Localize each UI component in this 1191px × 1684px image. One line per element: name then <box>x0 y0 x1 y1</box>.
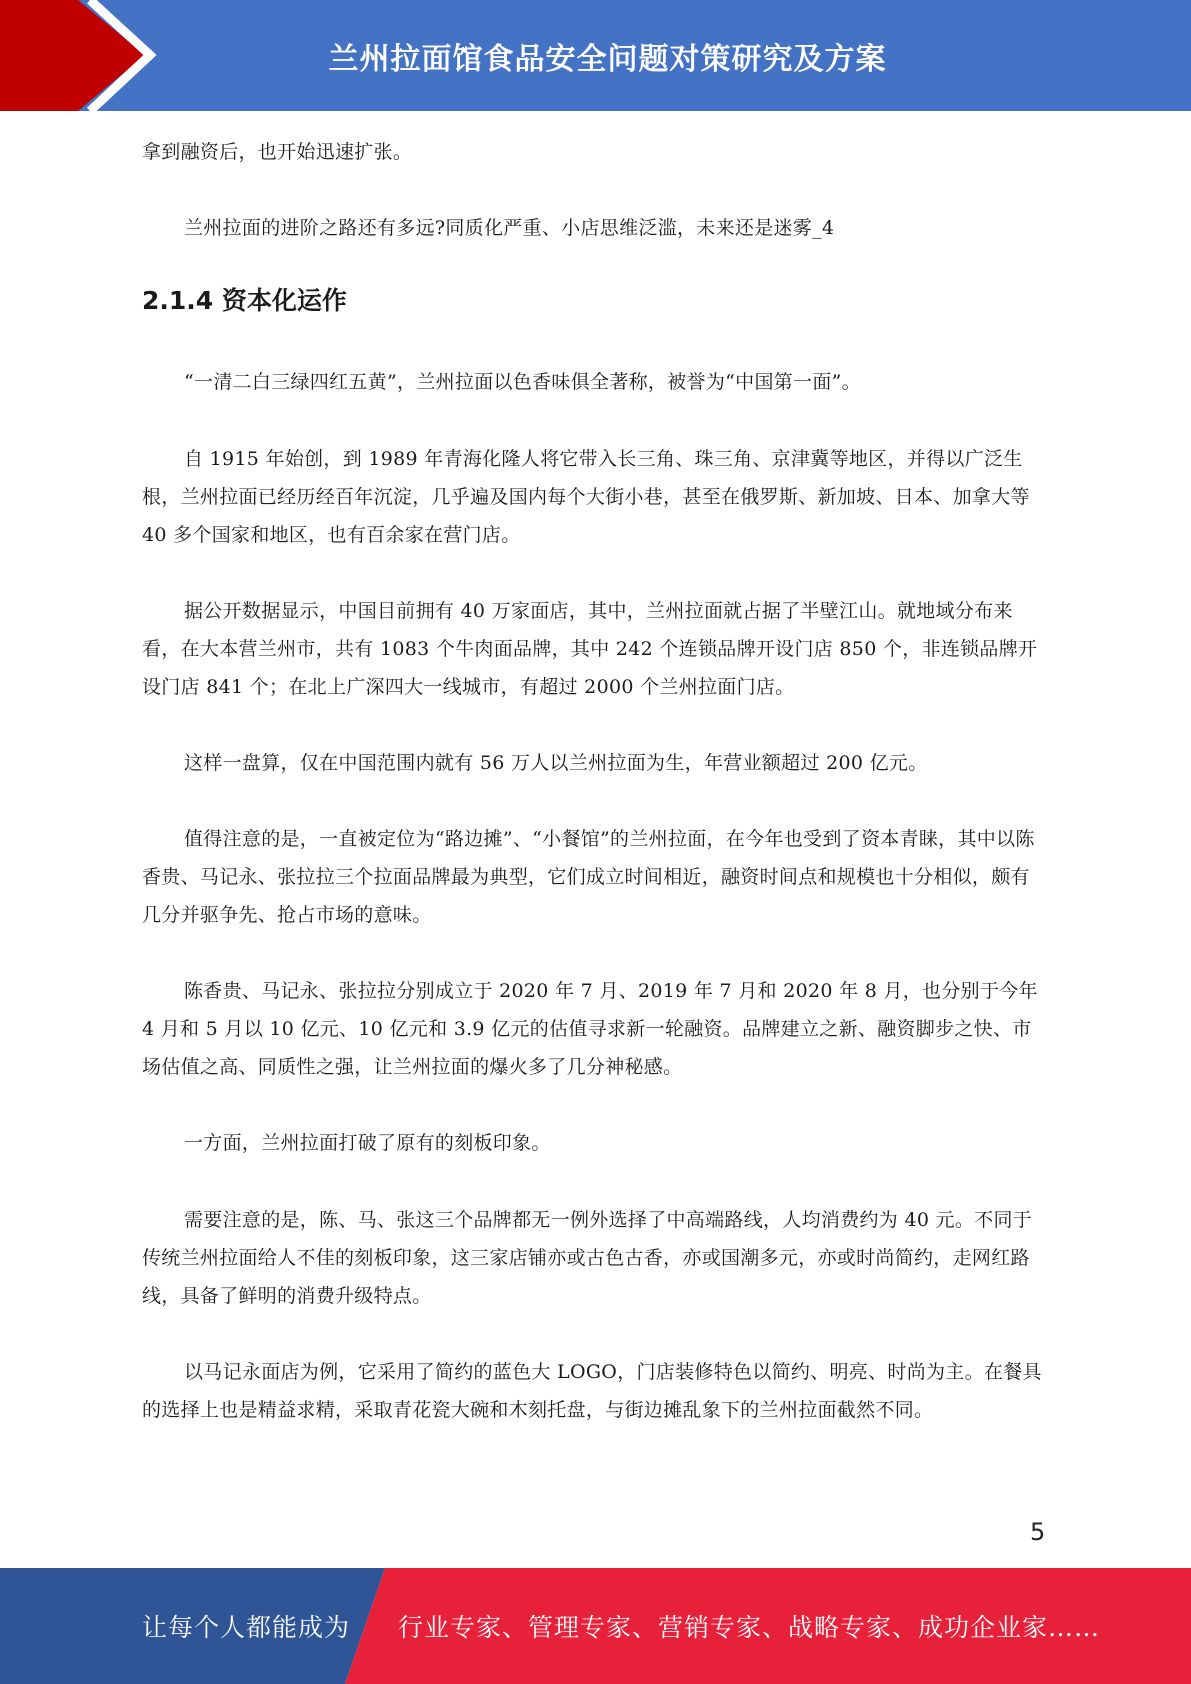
paragraph: 以马记永面店为例，它采用了简约的蓝色大 LOGO，门店装修特色以简约、明亮、时尚为主。在餐具的选择上也是精益求精，采取青花瓷大碗和木刻托盘，与街边摊乱象下的兰州拉面截然不同。 <box>142 1361 1042 1421</box>
paragraph: 兰州拉面的进阶之路还有多远?同质化严重、小店思维泛滥，未来还是迷雾_4 <box>184 217 835 239</box>
paragraph: 据公开数据显示，中国目前拥有 40 万家面店，其中，兰州拉面就占据了半壁江山。就地域分布来看，在大本营兰州市，共有 1083 个牛肉面品牌，其中 242 个连锁品牌开设门店 850 个，非连锁品牌开设门店 841 个；在北上广深四大一线城市，有超过 2000 个兰州拉面门店。 <box>142 600 1038 698</box>
paragraph: 自 1915 年始创，到 1989 年青海化隆人将它带入长三角、珠三角、京津冀等地区，并得以广泛生根，兰州拉面已经历经百年沉淀，几乎遍及国内每个大街小巷，甚至在俄罗斯、新加坡、日本、加拿大等 40 多个国家和地区，也有百余家在营门店。 <box>142 448 1030 546</box>
paragraph: 这样一盘算，仅在中国范围内就有 56 万人以兰州拉面为生，年营业额超过 200 亿元。 <box>184 752 928 774</box>
footer-banner <box>0 1568 1191 1684</box>
paragraph: 需要注意的是，陈、马、张这三个品牌都无一例外选择了中高端路线，人均消费约为 40 元。不同于传统兰州拉面给人不佳的刻板印象，这三家店铺亦或古色古香，亦或国潮多元，亦或时尚简约，走网红路线，具备了鲜明的消费升级特点。 <box>142 1209 1033 1307</box>
header-banner <box>0 0 1191 111</box>
document-title: 兰州拉面馆食品安全问题对策研究及方案 <box>328 41 887 77</box>
paragraph: 陈香贵、马记永、张拉拉分别成立于 2020 年 7 月、2019 年 7 月和 2020 年 8 月，也分别于今年 4 月和 5 月以 10 亿元、10 亿元和 3.9 亿元的估值寻求新一轮融资。品牌建立之新、融资脚步之快、市场估值之高、同质性之强，让兰州拉面的爆火多了几分神秘感。 <box>142 980 1038 1078</box>
page-number: 5 <box>1030 1518 1046 1546</box>
paragraph: “一清二白三绿四红五黄”，兰州拉面以色香味俱全著称，被誉为“中国第一面”。 <box>184 371 861 393</box>
footer-slogan-left: 让每个人都能成为 <box>142 1613 351 1642</box>
paragraph: 拿到融资后，也开始迅速扩张。 <box>142 141 413 163</box>
paragraph: 值得注意的是，一直被定位为“路边摊”、“小餐馆”的兰州拉面，在今年也受到了资本青睐，其中以陈香贵、马记永、张拉拉三个拉面品牌最为典型，它们成立时间相近，融资时间点和规模也十分相似，颇有几分并驱争先、抢占市场的意味。 <box>142 828 1035 926</box>
paragraph: 一方面，兰州拉面打破了原有的刻板印象。 <box>184 1132 551 1154</box>
section-heading: 2.1.4 资本化运作 <box>142 286 347 315</box>
footer-slogan-right: 行业专家、管理专家、营销专家、战略专家、成功企业家…… <box>398 1613 1101 1642</box>
